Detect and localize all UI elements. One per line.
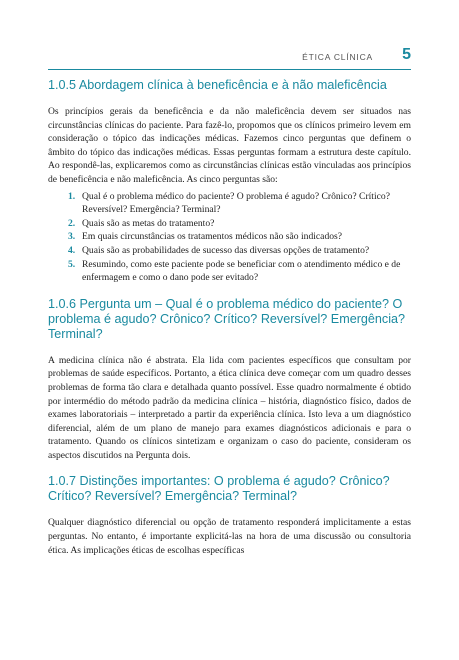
list-item: [68, 258, 411, 285]
list-item: [68, 244, 411, 258]
section-107-paragraph: Qualquer diagnóstico diferencial ou opção de tratamento responderá implicitamente a estas perguntas. No entanto, é importante explicitá-las na hora de uma discussão ou consultoria ética. As implicações éticas de escolhas específicas: [48, 517, 411, 556]
section-106-paragraph: A medicina clínica não é abstrata. Ela lida com pacientes específicos que consultam por problemas de saúde específicos. Portanto, a ética clínica deve começar com um quadro desses problemas de forma tão clara e detalhada quanto possível. Esse quadro normalmente é obtido por intermédio do método padrão da medicina clínica – história, diagnóstico físico, dados de exames laboratoriais – interpretado a partir da experiência clínica. Isto leva a um diagnóstico diferencial, além de um plano de manejo para exames diagnósticos adicionais e para o tratamento. Quando os clínicos sintetizam e organizam o caso do paciente, consideram os aspectos discutidos na Pergunta dois.: [48, 354, 411, 461]
list-item-text: Quais são as probabilidades de sucesso das diversas opções de tratamento?: [82, 244, 370, 256]
running-header: [48, 46, 411, 66]
list-item-text: Em quais circunstâncias os tratamentos médicos não são indicados?: [82, 231, 343, 243]
list-item: [68, 217, 411, 231]
list-item-number: 3.: [68, 231, 76, 243]
list-item-number: 1.: [68, 190, 76, 202]
list-item-text: Qual é o problema médico do paciente? O problema é agudo? Crônico? Crítico? Reversível? Emergência? Terminal?: [82, 190, 390, 216]
section-105-paragraph: Os princípios gerais da beneficência e da não maleficência devem ser situados nas circunstâncias clínicas do paciente. Para fazê-lo, propomos que os clínicos primeiro levem em consideração o tópico das indicações médicas. Fazemos cinco perguntas que definem o âmbito do tópico das indicações médicas. Essas perguntas formam a estrutura deste capítulo. Ao respondê-las, explicaremos como as circunstâncias clínicas estão vinculadas aos princípios de beneficência e não maleficência. As cinco perguntas são:: [48, 106, 411, 185]
section-heading-107: 1.0.7 Distinções importantes: O problema é agudo? Crônico? Crítico? Reversível? Emergência? Terminal?: [48, 474, 390, 504]
section-heading-106: 1.0.6 Pergunta um – Qual é o problema médico do paciente? O problema é agudo? Crônico? Crítico? Reversível? Emergência? Terminal?: [48, 296, 406, 341]
section-heading-105: 1.0.5 Abordagem clínica à beneficência e à não maleficência: [48, 78, 387, 92]
page-body: [48, 78, 411, 557]
list-item-number: 2.: [68, 217, 76, 229]
list-item: [68, 230, 411, 244]
list-item-number: 5.: [68, 258, 76, 270]
page-number: 5: [402, 46, 411, 63]
list-item-text: Quais são as metas do tratamento?: [82, 217, 215, 229]
questions-list: [48, 190, 411, 285]
list-item-number: 4.: [68, 244, 76, 256]
running-title: ÉTICA CLÍNICA: [302, 52, 373, 62]
list-item-text: Resumindo, como este paciente pode se beneficiar com o atendimento médico e de enfermagem e como o dano pode ser evitado?: [82, 258, 401, 284]
header-rule: [48, 69, 411, 70]
list-item: [68, 190, 411, 217]
